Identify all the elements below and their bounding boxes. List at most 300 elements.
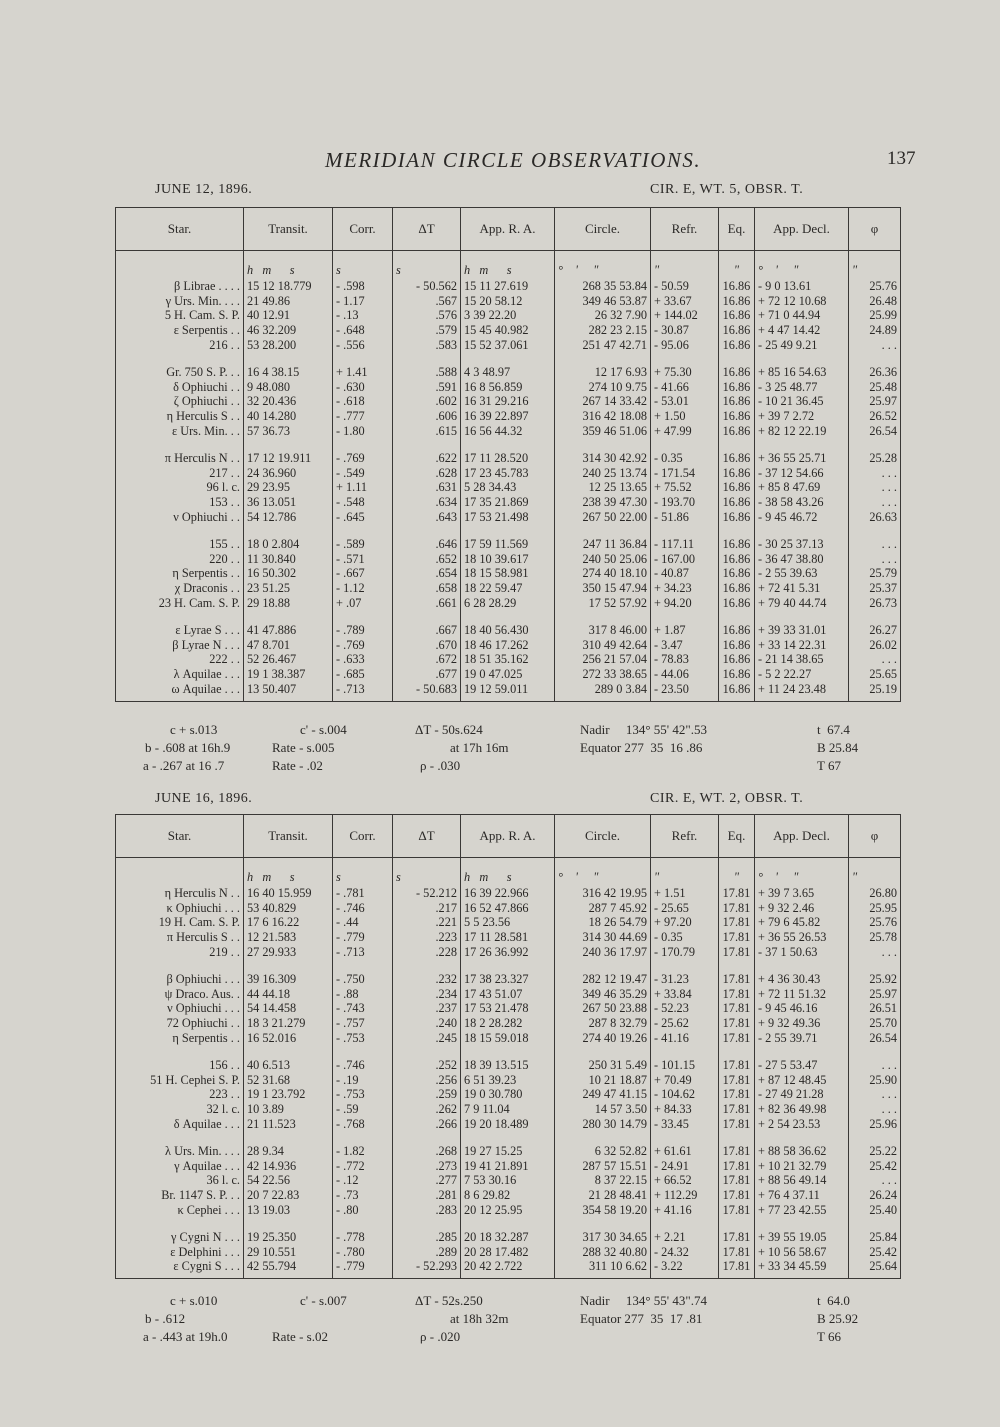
cell-refr: + 1.87 — [651, 623, 719, 638]
table-row — [116, 1117, 901, 1132]
cell-app-decl: + 82 36 49.98 — [755, 1102, 849, 1117]
cell-phi: . . . — [849, 466, 901, 481]
cell-transit: 10 3.89 — [244, 1102, 333, 1117]
cell-star: ε Urs. Min. . . — [116, 424, 244, 439]
cell-transit: 46 32.209 — [244, 323, 333, 338]
cell-app-ra: 17 23 45.783 — [461, 466, 555, 481]
gap-cell — [333, 525, 393, 537]
gap-cell — [333, 611, 393, 623]
cell-app-decl: + 39 55 19.05 — [755, 1230, 849, 1245]
table-row — [116, 1230, 901, 1245]
constant-equator: Equator 277 35 17 .81 — [580, 1311, 703, 1326]
column-header-eq: Eq. — [719, 208, 755, 251]
cell-corr: - .746 — [333, 1058, 393, 1073]
cell-transit: 16 4 38.15 — [244, 365, 333, 380]
cell-delta-t: - 52.212 — [393, 886, 461, 901]
cell-app-ra: 19 0 47.025 — [461, 667, 555, 682]
gap-cell — [755, 525, 849, 537]
cell-corr: - .73 — [333, 1188, 393, 1203]
cell-app-ra: 19 27 15.25 — [461, 1144, 555, 1159]
cell-phi: . . . — [849, 537, 901, 552]
cell-circle: 10 21 18.87 — [555, 1073, 651, 1088]
column-header-refr: Refr. — [651, 815, 719, 858]
unit-app-ra: h m s — [461, 251, 555, 279]
cell-delta-t: .223 — [393, 930, 461, 945]
constant-c: c + s.010 — [170, 1293, 218, 1308]
gap-cell — [651, 439, 719, 451]
cell-refr: - 0.35 — [651, 930, 719, 945]
column-header-phi: φ — [849, 815, 901, 858]
cell-corr: + 1.41 — [333, 365, 393, 380]
cell-circle: 316 42 19.95 — [555, 886, 651, 901]
cell-star: δ Aquilae . . . — [116, 1117, 244, 1132]
cell-app-decl: + 36 55 25.71 — [755, 451, 849, 466]
cell-eq: 16.86 — [719, 409, 755, 424]
cell-eq: 16.86 — [719, 552, 755, 567]
column-header-eq: Eq. — [719, 815, 755, 858]
cell-app-decl: + 72 11 51.32 — [755, 987, 849, 1002]
cell-corr: - .753 — [333, 1087, 393, 1102]
cell-corr: - .80 — [333, 1203, 393, 1218]
cell-app-ra: 16 31 29.216 — [461, 394, 555, 409]
cell-app-decl: + 76 4 37.11 — [755, 1188, 849, 1203]
constant-rho: ρ - .030 — [420, 758, 461, 773]
unit-app-ra: h m s — [461, 858, 555, 886]
column-header-circle: Circle. — [555, 208, 651, 251]
cell-app-ra: 8 6 29.82 — [461, 1188, 555, 1203]
cell-eq: 17.81 — [719, 1159, 755, 1174]
cell-transit: 19 25.350 — [244, 1230, 333, 1245]
cell-app-decl: + 82 12 22.19 — [755, 424, 849, 439]
cell-app-decl: - 25 49 9.21 — [755, 338, 849, 353]
cell-phi: 25.90 — [849, 1073, 901, 1088]
cell-eq: 16.86 — [719, 581, 755, 596]
cell-refr: - 23.50 — [651, 682, 719, 701]
cell-circle: 274 10 9.75 — [555, 380, 651, 395]
cell-delta-t: .273 — [393, 1159, 461, 1174]
unit-phi: " — [849, 251, 901, 279]
cell-app-ra: 5 28 34.43 — [461, 480, 555, 495]
cell-circle: 21 28 48.41 — [555, 1188, 651, 1203]
cell-corr: - .648 — [333, 323, 393, 338]
cell-refr: - 33.45 — [651, 1117, 719, 1132]
cell-phi: 26.27 — [849, 623, 901, 638]
cell-circle: 316 42 18.08 — [555, 409, 651, 424]
gap-cell — [555, 960, 651, 972]
cell-refr: + 144.02 — [651, 308, 719, 323]
gap-cell — [333, 1046, 393, 1058]
cell-phi: 25.95 — [849, 901, 901, 916]
gap-cell — [333, 439, 393, 451]
cell-refr: - 52.23 — [651, 1001, 719, 1016]
cell-phi: 25.19 — [849, 682, 901, 701]
gap-cell — [555, 611, 651, 623]
cell-transit: 18 0 2.804 — [244, 537, 333, 552]
cell-circle: 287 57 15.51 — [555, 1159, 651, 1174]
cell-star: 156 . . — [116, 1058, 244, 1073]
cell-transit: 47 8.701 — [244, 638, 333, 653]
cell-circle: 26 32 7.90 — [555, 308, 651, 323]
column-header-phi: φ — [849, 208, 901, 251]
cell-refr: - 78.83 — [651, 652, 719, 667]
cell-app-decl: - 2 55 39.71 — [755, 1031, 849, 1046]
cell-circle: 240 36 17.97 — [555, 945, 651, 960]
gap-cell — [651, 353, 719, 365]
cell-app-decl: - 37 12 54.66 — [755, 466, 849, 481]
cell-circle: 314 30 42.92 — [555, 451, 651, 466]
cell-transit: 53 28.200 — [244, 338, 333, 353]
cell-delta-t: .252 — [393, 1058, 461, 1073]
cell-phi: 25.40 — [849, 1203, 901, 1218]
cell-phi: . . . — [849, 1058, 901, 1073]
cell-eq: 16.86 — [719, 308, 755, 323]
cell-eq: 16.86 — [719, 424, 755, 439]
cell-refr: - 101.15 — [651, 1058, 719, 1073]
table-row — [116, 901, 901, 916]
cell-refr: - 24.91 — [651, 1159, 719, 1174]
cell-corr: - .618 — [333, 394, 393, 409]
cell-app-decl: + 88 58 36.62 — [755, 1144, 849, 1159]
gap-cell — [244, 525, 333, 537]
cell-delta-t: .670 — [393, 638, 461, 653]
cell-app-decl: + 36 55 26.53 — [755, 930, 849, 945]
cell-transit: 16 40 15.959 — [244, 886, 333, 901]
gap-cell — [719, 1046, 755, 1058]
table-row — [116, 1203, 901, 1218]
cell-refr: + 33.84 — [651, 987, 719, 1002]
cell-circle: 349 46 35.29 — [555, 987, 651, 1002]
gap-cell — [244, 1218, 333, 1230]
cell-app-decl: + 87 12 48.45 — [755, 1073, 849, 1088]
cell-app-ra: 15 20 58.12 — [461, 294, 555, 309]
gap-cell — [116, 960, 244, 972]
cell-phi: 25.65 — [849, 667, 901, 682]
cell-star: 23 H. Cam. S. P. — [116, 596, 244, 611]
table-row — [116, 682, 901, 701]
cell-app-ra: 19 20 18.489 — [461, 1117, 555, 1132]
cell-corr: - .779 — [333, 930, 393, 945]
cell-app-decl: + 77 23 42.55 — [755, 1203, 849, 1218]
cell-refr: - 30.87 — [651, 323, 719, 338]
unit-corr: s — [333, 858, 393, 886]
column-header-app-ra: App. R. A. — [461, 208, 555, 251]
cell-app-ra: 15 11 27.619 — [461, 279, 555, 294]
cell-star: 153 . . — [116, 495, 244, 510]
cell-corr: - .685 — [333, 667, 393, 682]
cell-star: π Herculis S . . — [116, 930, 244, 945]
observation-table — [115, 814, 901, 1279]
cell-eq: 16.86 — [719, 566, 755, 581]
cell-app-decl: - 3 25 48.77 — [755, 380, 849, 395]
cell-app-decl: + 72 41 5.31 — [755, 581, 849, 596]
column-header-star: Star. — [116, 815, 244, 858]
gap-cell — [461, 1218, 555, 1230]
column-header-transit: Transit. — [244, 815, 333, 858]
cell-eq: 17.81 — [719, 1230, 755, 1245]
cell-app-ra: 17 35 21.869 — [461, 495, 555, 510]
observation-date: JUNE 12, 1896. — [155, 182, 253, 197]
gap-cell — [849, 611, 901, 623]
cell-phi: 26.73 — [849, 596, 901, 611]
cell-refr: + 84.33 — [651, 1102, 719, 1117]
gap-cell — [244, 439, 333, 451]
constant-T: T 67 — [817, 758, 841, 773]
cell-circle: 240 50 25.06 — [555, 552, 651, 567]
cell-phi: . . . — [849, 1102, 901, 1117]
cell-eq: 17.81 — [719, 945, 755, 960]
table-row — [116, 365, 901, 380]
cell-delta-t: .672 — [393, 652, 461, 667]
cell-phi: 26.24 — [849, 1188, 901, 1203]
cell-transit: 13 50.407 — [244, 682, 333, 701]
cell-eq: 17.81 — [719, 1001, 755, 1016]
cell-transit: 36 13.051 — [244, 495, 333, 510]
table-row — [116, 915, 901, 930]
cell-app-ra: 19 41 21.891 — [461, 1159, 555, 1174]
cell-eq: 17.81 — [719, 1173, 755, 1188]
cell-refr: + 61.61 — [651, 1144, 719, 1159]
cell-eq: 16.86 — [719, 495, 755, 510]
cell-transit: 20 7 22.83 — [244, 1188, 333, 1203]
cell-app-decl: - 9 45 46.72 — [755, 510, 849, 525]
table-row — [116, 394, 901, 409]
cell-circle: 267 14 33.42 — [555, 394, 651, 409]
cell-phi: 25.37 — [849, 581, 901, 596]
cell-delta-t: .567 — [393, 294, 461, 309]
table-row — [116, 930, 901, 945]
constant-b: b - .612 — [145, 1311, 186, 1326]
cell-transit: 19 1 38.387 — [244, 667, 333, 682]
gap-cell — [651, 1218, 719, 1230]
gap-cell — [116, 1132, 244, 1144]
cell-phi: 25.97 — [849, 394, 901, 409]
cell-phi: 25.78 — [849, 930, 901, 945]
cell-corr: + 1.11 — [333, 480, 393, 495]
cell-circle: 282 23 2.15 — [555, 323, 651, 338]
cell-delta-t: .583 — [393, 338, 461, 353]
cell-circle: 314 30 44.69 — [555, 930, 651, 945]
cell-transit: 28 9.34 — [244, 1144, 333, 1159]
cell-transit: 27 29.933 — [244, 945, 333, 960]
cell-refr: - 117.11 — [651, 537, 719, 552]
cell-transit: 13 19.03 — [244, 1203, 333, 1218]
gap-cell — [555, 1132, 651, 1144]
cell-transit: 9 48.080 — [244, 380, 333, 395]
cell-star: β Librae . . . . — [116, 279, 244, 294]
group-gap — [116, 439, 901, 451]
cell-delta-t: .217 — [393, 901, 461, 916]
cell-app-ra: 18 46 17.262 — [461, 638, 555, 653]
constant-dt: ΔT - 50s.624 — [415, 722, 483, 737]
cell-phi: 25.97 — [849, 987, 901, 1002]
cell-refr: - 104.62 — [651, 1087, 719, 1102]
cell-delta-t: .591 — [393, 380, 461, 395]
cell-app-ra: 18 10 39.617 — [461, 552, 555, 567]
table-row — [116, 1073, 901, 1088]
unit-corr: s — [333, 251, 393, 279]
cell-corr: - .743 — [333, 1001, 393, 1016]
cell-star: 155 . . — [116, 537, 244, 552]
unit-circle: ° ' " — [555, 251, 651, 279]
cell-refr: - 31.23 — [651, 972, 719, 987]
table-row — [116, 323, 901, 338]
cell-circle: 350 15 47.94 — [555, 581, 651, 596]
unit-transit: h m s — [244, 251, 333, 279]
cell-app-decl: - 2 55 39.63 — [755, 566, 849, 581]
cell-star: ν Ophiuchi . . — [116, 510, 244, 525]
cell-app-decl: + 2 54 23.53 — [755, 1117, 849, 1132]
cell-app-decl: + 85 16 54.63 — [755, 365, 849, 380]
cell-transit: 19 1 23.792 — [244, 1087, 333, 1102]
table-row — [116, 466, 901, 481]
cell-star: λ Urs. Min. . . . — [116, 1144, 244, 1159]
unit-transit: h m s — [244, 858, 333, 886]
gap-cell — [651, 1132, 719, 1144]
table-row — [116, 1031, 901, 1046]
table-row — [116, 1144, 901, 1159]
cell-app-decl: + 33 34 45.59 — [755, 1259, 849, 1278]
cell-circle: 274 40 18.10 — [555, 566, 651, 581]
cell-circle: 289 0 3.84 — [555, 682, 651, 701]
table-row — [116, 1173, 901, 1188]
cell-app-decl: + 33 14 22.31 — [755, 638, 849, 653]
cell-phi: 26.48 — [849, 294, 901, 309]
cell-phi: 26.52 — [849, 409, 901, 424]
gap-cell — [849, 525, 901, 537]
cell-eq: 17.81 — [719, 987, 755, 1002]
cell-circle: 251 47 42.71 — [555, 338, 651, 353]
cell-refr: - 3.22 — [651, 1259, 719, 1278]
cell-delta-t: .631 — [393, 480, 461, 495]
table-row — [116, 495, 901, 510]
cell-star: 96 l. c. — [116, 480, 244, 495]
cell-app-decl: + 79 40 44.74 — [755, 596, 849, 611]
cell-transit: 17 6 16.22 — [244, 915, 333, 930]
cell-phi: 25.96 — [849, 1117, 901, 1132]
cell-phi: 25.42 — [849, 1159, 901, 1174]
cell-transit: 42 55.794 — [244, 1259, 333, 1278]
cell-eq: 16.86 — [719, 279, 755, 294]
cell-refr: + 70.49 — [651, 1073, 719, 1088]
gap-cell — [116, 439, 244, 451]
cell-corr: - .667 — [333, 566, 393, 581]
cell-corr: - 1.12 — [333, 581, 393, 596]
reduction-constants — [0, 1293, 1000, 1353]
gap-cell — [461, 960, 555, 972]
gap-cell — [719, 960, 755, 972]
cell-app-decl: + 85 8 47.69 — [755, 480, 849, 495]
cell-transit: 29 18.88 — [244, 596, 333, 611]
table-row — [116, 566, 901, 581]
cell-transit: 21 49.86 — [244, 294, 333, 309]
cell-eq: 16.86 — [719, 510, 755, 525]
gap-cell — [393, 611, 461, 623]
table-row — [116, 380, 901, 395]
constant-dt-at: at 18h 32m — [450, 1311, 509, 1326]
unit-phi: " — [849, 858, 901, 886]
cell-transit: 29 23.95 — [244, 480, 333, 495]
cell-refr: - 25.65 — [651, 901, 719, 916]
cell-eq: 16.86 — [719, 380, 755, 395]
cell-delta-t: .576 — [393, 308, 461, 323]
cell-star: κ Ophiuchi . . . — [116, 901, 244, 916]
cell-transit: 54 14.458 — [244, 1001, 333, 1016]
cell-corr: - .598 — [333, 279, 393, 294]
gap-cell — [555, 439, 651, 451]
table-row — [116, 294, 901, 309]
constant-b-rate: Rate - s.005 — [272, 740, 335, 755]
gap-cell — [393, 525, 461, 537]
cell-delta-t: .658 — [393, 581, 461, 596]
gap-cell — [849, 1218, 901, 1230]
cell-transit: 17 12 19.911 — [244, 451, 333, 466]
cell-transit: 16 52.016 — [244, 1031, 333, 1046]
constant-a-rate: Rate - .02 — [272, 758, 323, 773]
group-gap — [116, 525, 901, 537]
cell-refr: + 1.50 — [651, 409, 719, 424]
cell-eq: 17.81 — [719, 1117, 755, 1132]
cell-transit: 40 6.513 — [244, 1058, 333, 1073]
cell-app-ra: 20 12 25.95 — [461, 1203, 555, 1218]
cell-app-decl: - 37 1 50.63 — [755, 945, 849, 960]
cell-transit: 15 12 18.779 — [244, 279, 333, 294]
cell-star: 216 . . — [116, 338, 244, 353]
cell-refr: + 1.51 — [651, 886, 719, 901]
cell-corr: - .780 — [333, 1245, 393, 1260]
cell-eq: 17.81 — [719, 1245, 755, 1260]
cell-eq: 16.86 — [719, 480, 755, 495]
cell-transit: 18 3 21.279 — [244, 1016, 333, 1031]
cell-app-ra: 16 39 22.897 — [461, 409, 555, 424]
unit-eq: " — [719, 251, 755, 279]
cell-app-ra: 19 12 59.011 — [461, 682, 555, 701]
cell-corr: - .630 — [333, 380, 393, 395]
gap-cell — [244, 1046, 333, 1058]
gap-cell — [755, 1218, 849, 1230]
cell-phi: . . . — [849, 1173, 901, 1188]
gap-cell — [755, 960, 849, 972]
cell-circle: 12 25 13.65 — [555, 480, 651, 495]
cell-app-ra: 17 53 21.498 — [461, 510, 555, 525]
cell-corr: - 1.80 — [333, 424, 393, 439]
cell-delta-t: .228 — [393, 945, 461, 960]
constant-c2: c' - s.004 — [300, 722, 347, 737]
cell-refr: - 3.47 — [651, 638, 719, 653]
cell-phi: 25.70 — [849, 1016, 901, 1031]
table-row — [116, 279, 901, 294]
cell-circle: 240 25 13.74 — [555, 466, 651, 481]
cell-corr: - .713 — [333, 945, 393, 960]
cell-delta-t: .221 — [393, 915, 461, 930]
cell-circle: 268 35 53.84 — [555, 279, 651, 294]
cell-transit: 11 30.840 — [244, 552, 333, 567]
group-gap — [116, 1218, 901, 1230]
gap-cell — [333, 353, 393, 365]
cell-corr: - .769 — [333, 451, 393, 466]
gap-cell — [849, 353, 901, 365]
table-row — [116, 480, 901, 495]
cell-app-ra: 18 39 13.515 — [461, 1058, 555, 1073]
cell-delta-t: .667 — [393, 623, 461, 638]
constant-nadir: Nadir 134° 55' 43".74 — [580, 1293, 707, 1308]
cell-refr: + 33.67 — [651, 294, 719, 309]
table-row — [116, 1058, 901, 1073]
cell-circle: 12 17 6.93 — [555, 365, 651, 380]
cell-circle: 17 52 57.92 — [555, 596, 651, 611]
gap-cell — [461, 353, 555, 365]
table-row — [116, 552, 901, 567]
cell-star: δ Ophiuchi . . — [116, 380, 244, 395]
